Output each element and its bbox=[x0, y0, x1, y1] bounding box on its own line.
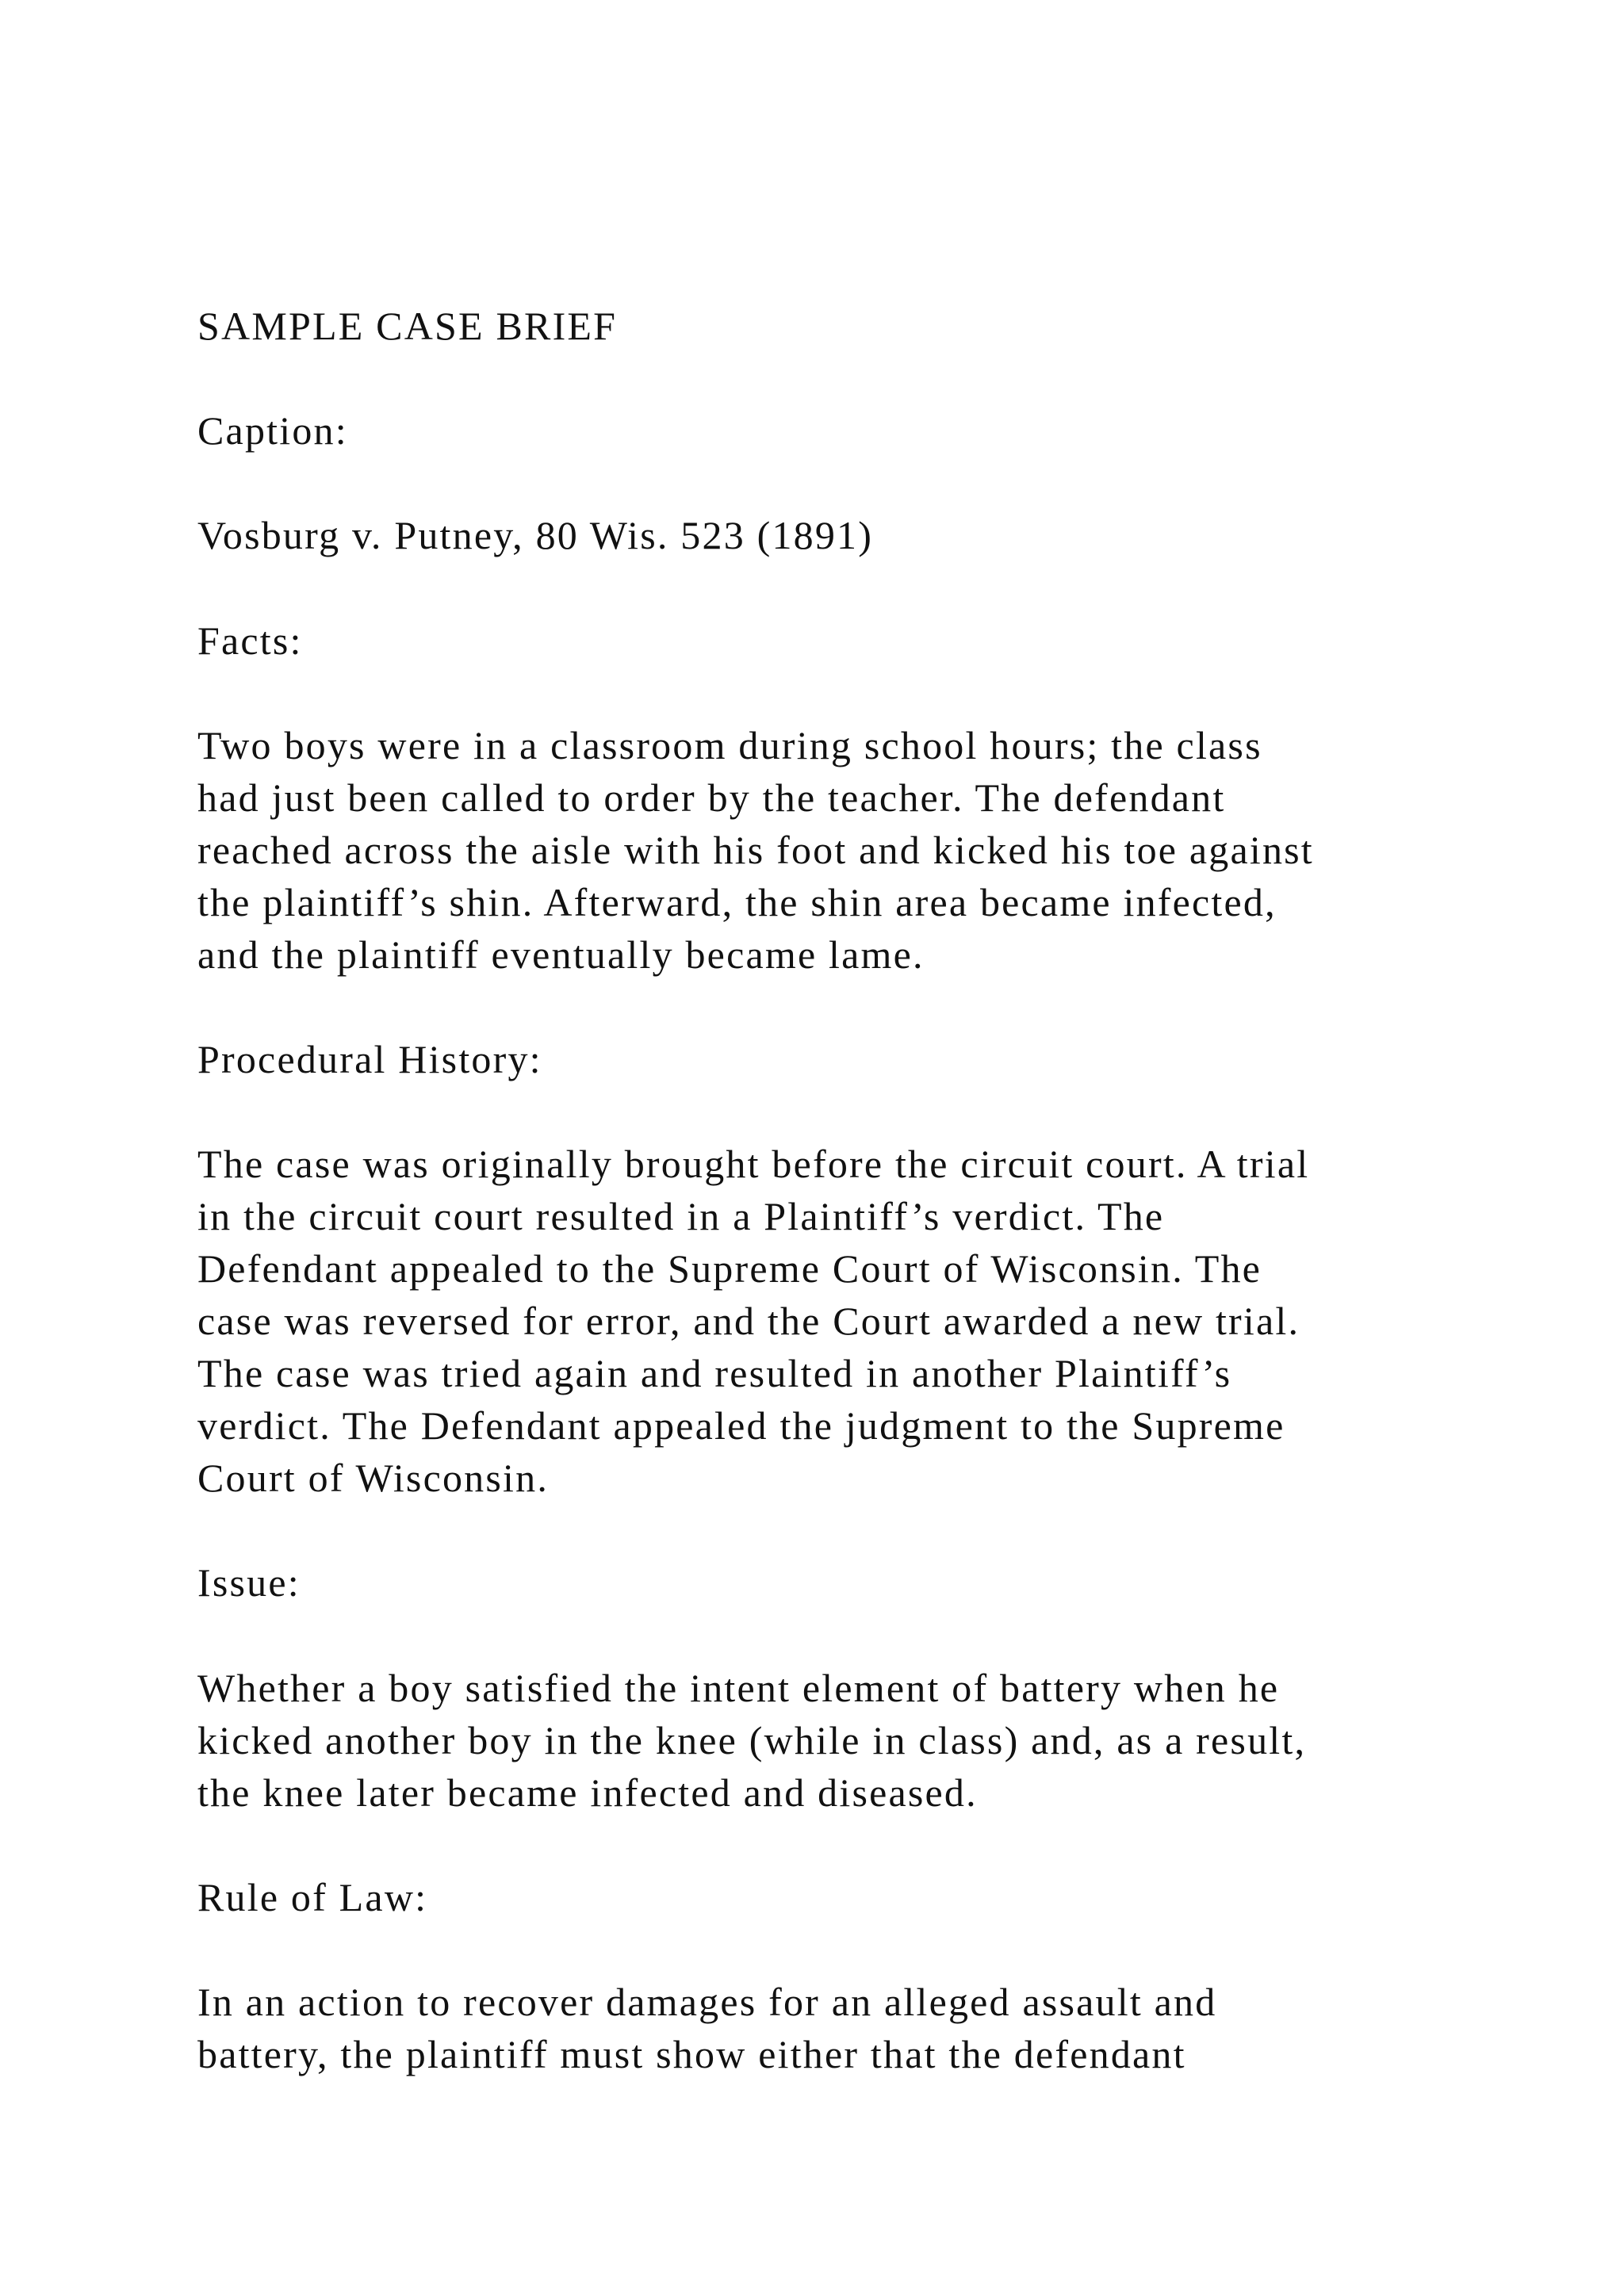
rule-of-law-line: In an action to recover damages for an alleged assault and bbox=[197, 1980, 1217, 2024]
procedural-history-heading: Procedural History: bbox=[197, 1037, 542, 1081]
caption-heading: Caption: bbox=[197, 408, 348, 453]
procedural-history-line: case was reversed for error, and the Court awarded a new trial. bbox=[197, 1299, 1300, 1343]
rule-of-law-line: battery, the plaintiff must show either that the defendant bbox=[197, 2032, 1186, 2076]
document-title: SAMPLE CASE BRIEF bbox=[197, 304, 618, 348]
issue-line: kicked another boy in the knee (while in class) and, as a result, bbox=[197, 1718, 1307, 1762]
facts-line: reached across the aisle with his foot and kicked his toe against bbox=[197, 828, 1314, 872]
procedural-history-line: verdict. The Defendant appealed the judgment to the Supreme bbox=[197, 1403, 1285, 1448]
issue-heading: Issue: bbox=[197, 1560, 301, 1605]
procedural-history-line: The case was tried again and resulted in another Plaintiff’s bbox=[197, 1351, 1232, 1395]
issue-line: Whether a boy satisfied the intent element of battery when he bbox=[197, 1666, 1280, 1710]
facts-heading: Facts: bbox=[197, 618, 303, 663]
procedural-history-line: in the circuit court resulted in a Plaintiff’s verdict. The bbox=[197, 1194, 1165, 1238]
facts-line: had just been called to order by the teacher. The defendant bbox=[197, 775, 1226, 820]
procedural-history-line: Court of Wisconsin. bbox=[197, 1456, 550, 1500]
procedural-history-line: Defendant appealed to the Supreme Court of Wisconsin. The bbox=[197, 1246, 1262, 1291]
facts-line: Two boys were in a classroom during school hours; the class bbox=[197, 723, 1262, 767]
procedural-history-line: The case was originally brought before the circuit court. A trial bbox=[197, 1142, 1310, 1186]
caption-line: Vosburg v. Putney, 80 Wis. 523 (1891) bbox=[197, 513, 874, 557]
issue-line: the knee later became infected and diseased. bbox=[197, 1770, 978, 1815]
rule-of-law-heading: Rule of Law: bbox=[197, 1875, 428, 1919]
facts-line: the plaintiff’s shin. Afterward, the shin area became infected, bbox=[197, 880, 1277, 924]
facts-line: and the plaintiff eventually became lame. bbox=[197, 932, 925, 977]
